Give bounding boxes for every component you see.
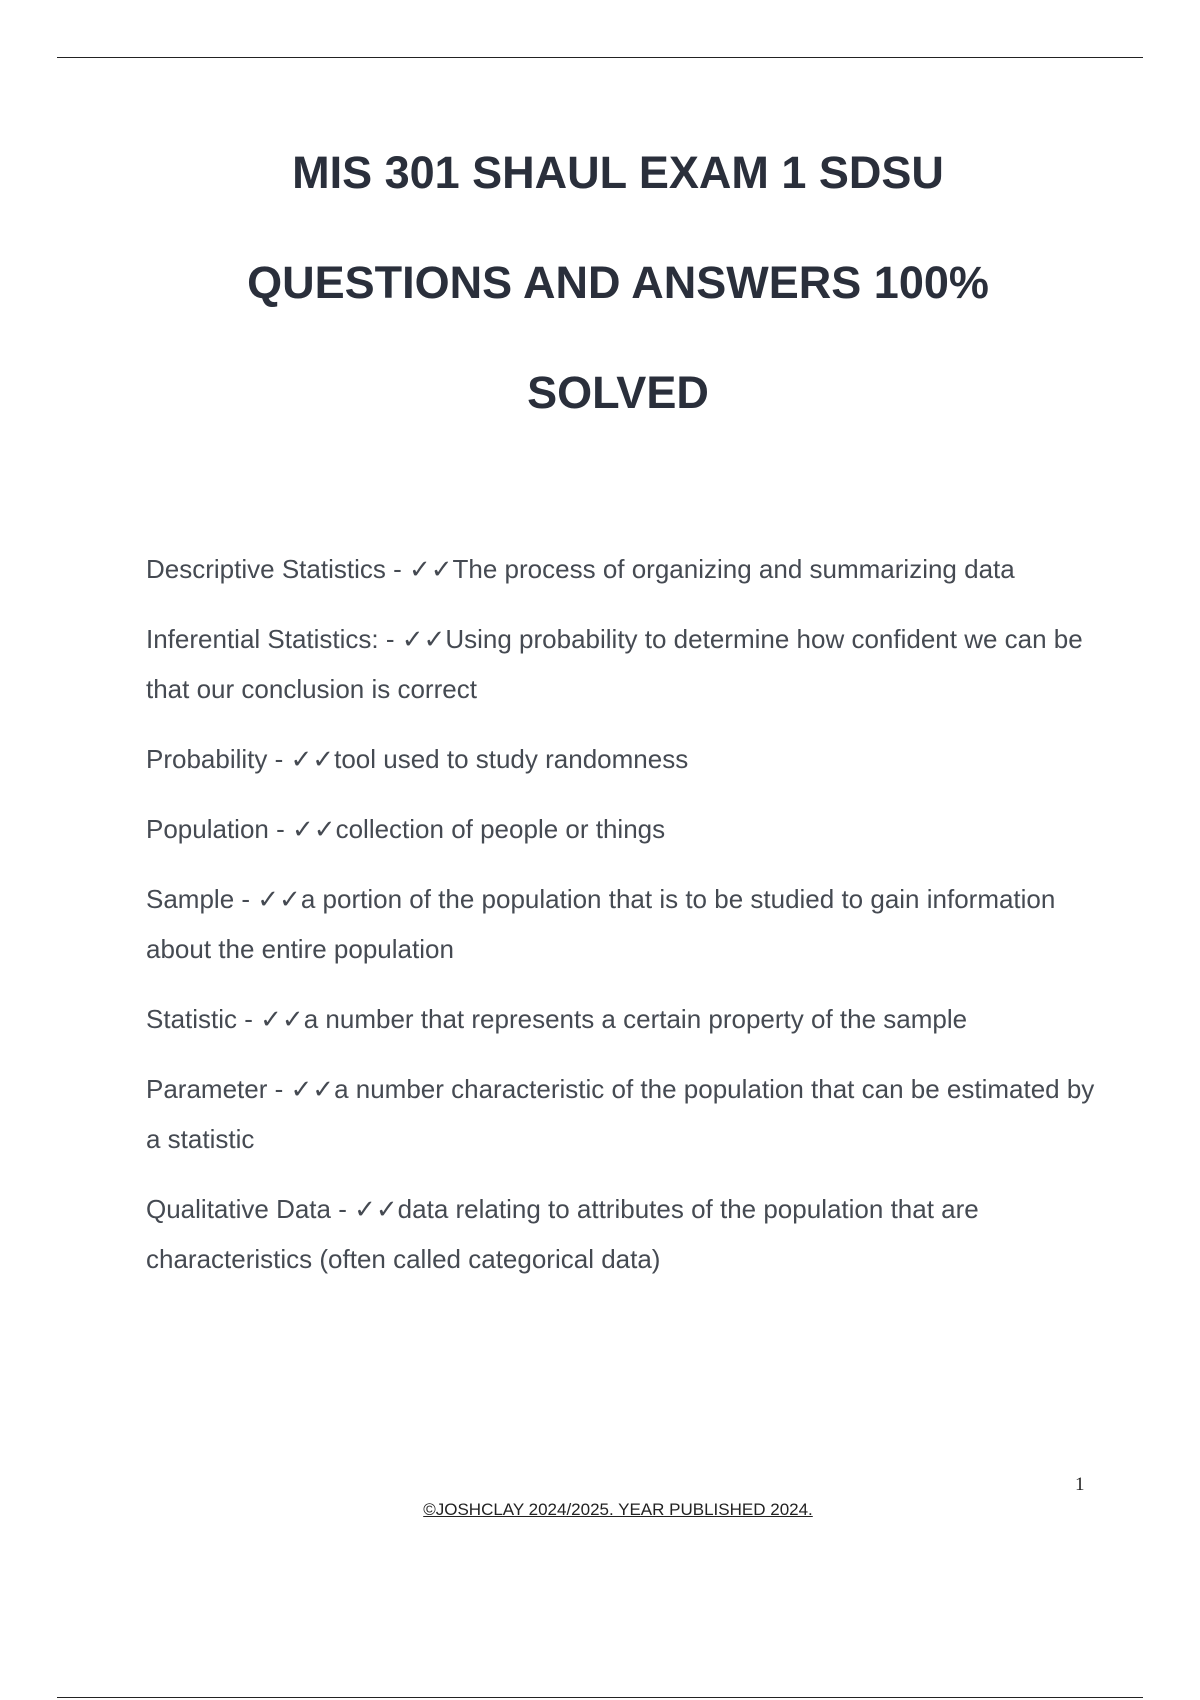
entry-term: Descriptive Statistics [146, 554, 386, 584]
check-icon: ✓✓ [257, 884, 301, 914]
entry-definition: data relating to attributes of the population that are characteristics (often called categorical data) [146, 1194, 979, 1274]
entry-separator: - [378, 624, 402, 654]
entry-separator: - [234, 884, 258, 914]
entry-definition: tool used to study randomness [334, 744, 689, 774]
entry-term: Sample [146, 884, 235, 914]
entry-definition: The process of organizing and summarizing data [452, 554, 1015, 584]
entry-term: Statistic [146, 1004, 238, 1034]
entry-term: Inferential Statistics: [146, 624, 379, 654]
check-icon: ✓✓ [290, 1074, 335, 1104]
check-icon: ✓✓ [401, 624, 446, 654]
check-icon: ✓✓ [408, 554, 453, 584]
entry-definition: a number that represents a certain property of the sample [303, 1004, 968, 1034]
check-icon: ✓✓ [354, 1194, 398, 1224]
entry-separator: - [268, 814, 292, 844]
entry-term: Parameter [146, 1074, 268, 1104]
qa-entry-parameter [146, 1064, 1106, 1164]
entry-separator: - [237, 1004, 261, 1034]
qa-entry-probability [146, 734, 1106, 784]
qa-entry-qualitative-data [146, 1184, 1106, 1284]
entry-term: Probability [146, 744, 268, 774]
top-rule [57, 57, 1143, 58]
entry-definition: a number characteristic of the population that can be estimated by a statistic [146, 1074, 1095, 1154]
title-line-3: SOLVED [527, 367, 709, 418]
document-title [0, 118, 1200, 448]
copyright-footer [0, 1500, 1200, 1520]
entry-separator: - [267, 744, 291, 774]
entry-separator: - [330, 1194, 355, 1224]
entry-definition: Using probability to determine how confident we can be that our conclusion is correct [146, 624, 1083, 704]
qa-entry-inferential-statistics [146, 614, 1106, 714]
qa-entry-descriptive-statistics [146, 544, 1106, 594]
check-icon: ✓✓ [292, 814, 336, 844]
title-line-1: MIS 301 SHAUL EXAM 1 SDSU [292, 147, 944, 198]
title-line-2: QUESTIONS AND ANSWERS 100% [247, 257, 989, 308]
entry-term: Qualitative Data [146, 1194, 331, 1224]
check-icon: ✓✓ [290, 744, 335, 774]
bottom-rule [57, 1697, 1143, 1698]
entry-definition: collection of people or things [335, 814, 666, 844]
qa-entry-statistic [146, 994, 1106, 1044]
entry-definition: a portion of the population that is to be studied to gain information about the entire population [146, 884, 1056, 964]
copyright-text: ©JOSHCLAY 2024/2025. YEAR PUBLISHED 2024. [423, 1500, 813, 1519]
entry-separator: - [385, 554, 409, 584]
qa-entry-population [146, 804, 1106, 854]
page-number: 1 [1075, 1474, 1085, 1495]
entry-separator: - [267, 1074, 291, 1104]
check-icon: ✓✓ [260, 1004, 304, 1034]
qa-entry-sample [146, 874, 1106, 974]
entry-term: Population [146, 814, 269, 844]
qa-entries [146, 544, 1146, 1304]
